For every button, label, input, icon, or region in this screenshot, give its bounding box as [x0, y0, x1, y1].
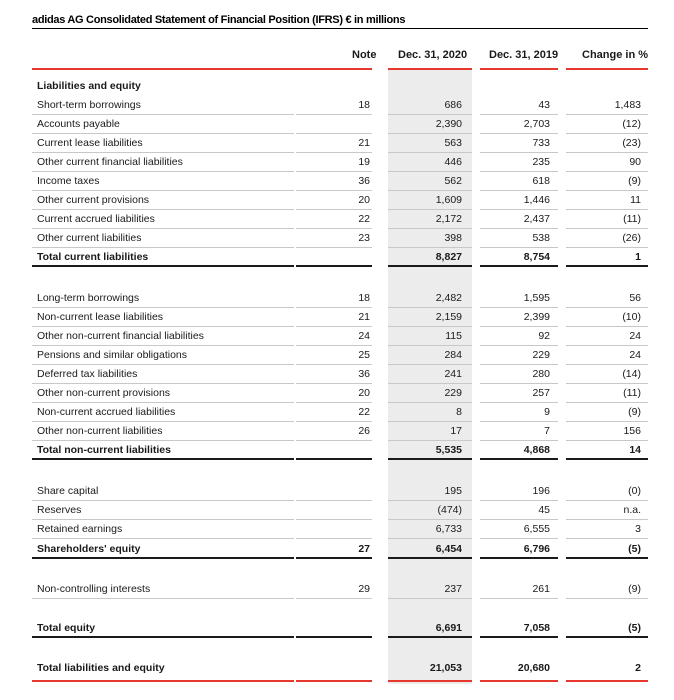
row-change: 24: [629, 349, 641, 361]
row-rule: [32, 538, 294, 539]
row-note: 21: [358, 137, 370, 149]
row-label: Other current financial liabilities: [37, 156, 183, 168]
row-label: Income taxes: [37, 175, 100, 187]
row-rule: [388, 538, 472, 539]
header-dec-2019: Dec. 31, 2019: [489, 49, 559, 61]
row-rule: [480, 458, 558, 460]
row-rule: [480, 538, 558, 539]
total-row: [0, 441, 674, 460]
table-row: [0, 229, 674, 248]
row-value-2020: 562: [444, 175, 462, 187]
row-label: Total liabilities and equity: [37, 662, 165, 674]
row-rule: [566, 538, 648, 539]
section-heading: [0, 77, 674, 96]
row-rule: [480, 598, 558, 599]
row-change: (5): [628, 543, 641, 555]
row-change: (0): [628, 485, 641, 497]
row-rule: [480, 636, 558, 638]
row-value-2019: 261: [532, 583, 550, 595]
table-row: [0, 422, 674, 441]
row-change: 1,483: [614, 99, 641, 111]
row-value-2020: 5,535: [435, 444, 462, 456]
row-label: Deferred tax liabilities: [37, 368, 138, 380]
total-row: [0, 659, 674, 678]
row-value-2020: 2,390: [435, 118, 462, 130]
row-rule: [388, 265, 472, 267]
row-value-2020: 8: [456, 406, 462, 418]
row-rule: [32, 598, 294, 599]
row-label: Non-current lease liabilities: [37, 311, 164, 323]
row-value-2020: 2,172: [435, 213, 462, 225]
total-row: [0, 540, 674, 559]
row-change: 156: [623, 425, 641, 437]
row-note: 25: [358, 349, 370, 361]
row-value-2019: 7: [544, 425, 550, 437]
row-value-2019: 235: [532, 156, 550, 168]
row-value-2019: 7,058: [523, 622, 550, 634]
row-change: 56: [629, 292, 641, 304]
row-change: 24: [629, 330, 641, 342]
row-change: (26): [622, 232, 641, 244]
row-label: Non-controlling interests: [37, 583, 151, 595]
row-label: Retained earnings: [37, 523, 123, 535]
row-rule: [32, 265, 294, 267]
row-label: Short-term borrowings: [37, 99, 141, 111]
row-rule: [566, 636, 648, 638]
row-value-2020: 686: [444, 99, 462, 111]
row-label: Other current liabilities: [37, 232, 142, 244]
row-value-2019: 2,437: [523, 213, 550, 225]
row-value-2020: 1,609: [435, 194, 462, 206]
row-value-2020: 6,691: [435, 622, 462, 634]
row-change: (5): [628, 622, 641, 634]
row-note: 36: [358, 175, 370, 187]
row-value-2019: 2,399: [523, 311, 550, 323]
row-value-2020: 446: [444, 156, 462, 168]
row-note: 20: [358, 387, 370, 399]
table-row: [0, 134, 674, 153]
row-rule: [566, 557, 648, 559]
row-value-2020: 284: [444, 349, 462, 361]
row-rule: [296, 265, 372, 267]
row-label: Current accrued liabilities: [37, 213, 155, 225]
table-row: [0, 308, 674, 327]
row-label: Other non-current provisions: [37, 387, 171, 399]
row-value-2019: 538: [532, 232, 550, 244]
row-value-2020: 229: [444, 387, 462, 399]
row-label: Other non-current liabilities: [37, 425, 163, 437]
table-row: [0, 520, 674, 539]
row-note: 18: [358, 292, 370, 304]
row-rule: [480, 265, 558, 267]
row-value-2019: 9: [544, 406, 550, 418]
row-value-2019: 257: [532, 387, 550, 399]
row-change: 2: [635, 662, 641, 674]
row-change: (11): [623, 213, 641, 225]
row-rule: [388, 598, 472, 599]
header-dec-2020: Dec. 31, 2020: [398, 49, 468, 61]
row-rule: [296, 458, 372, 460]
row-value-2019: 733: [532, 137, 550, 149]
table-row: [0, 289, 674, 308]
row-change: (12): [622, 118, 641, 130]
row-rule: [32, 680, 294, 682]
row-rule: [32, 636, 294, 638]
row-rule: [296, 538, 372, 539]
row-note: 18: [358, 99, 370, 111]
row-change: 14: [629, 444, 641, 456]
table-row: [0, 153, 674, 172]
row-label: Liabilities and equity: [37, 80, 141, 92]
row-rule: [388, 636, 472, 638]
row-value-2019: 196: [532, 485, 550, 497]
row-value-2019: 618: [532, 175, 550, 187]
row-label: Other current provisions: [37, 194, 150, 206]
row-rule: [296, 680, 372, 682]
row-change: (9): [628, 583, 641, 595]
row-change: (9): [628, 406, 641, 418]
row-note: 23: [358, 232, 370, 244]
row-change: 3: [635, 523, 641, 535]
row-rule: [296, 598, 372, 599]
row-rule: [388, 557, 472, 559]
row-change: 1: [635, 251, 641, 263]
row-label: Reserves: [37, 504, 82, 516]
table-row: [0, 96, 674, 115]
row-label: Total current liabilities: [37, 251, 149, 263]
row-value-2020: 237: [444, 583, 462, 595]
row-note: 24: [358, 330, 370, 342]
row-label: Total equity: [37, 622, 96, 634]
row-rule: [566, 265, 648, 267]
row-note: 20: [358, 194, 370, 206]
row-value-2019: 1,446: [523, 194, 550, 206]
table-row: [0, 501, 674, 520]
row-value-2020: 6,454: [435, 543, 462, 555]
table-row: [0, 580, 674, 599]
row-label: Long-term borrowings: [37, 292, 140, 304]
row-rule: [32, 557, 294, 559]
row-value-2020: 398: [444, 232, 462, 244]
row-label: Other non-current financial liabilities: [37, 330, 204, 342]
row-note: 26: [358, 425, 370, 437]
row-value-2020: 2,159: [435, 311, 462, 323]
row-value-2019: 1,595: [523, 292, 550, 304]
table-row: [0, 482, 674, 501]
table-row: [0, 365, 674, 384]
row-value-2020: 115: [445, 330, 462, 342]
row-value-2019: 45: [538, 504, 550, 516]
row-value-2020: (474): [437, 504, 462, 516]
row-label: Pensions and similar obligations: [37, 349, 187, 361]
total-row: [0, 248, 674, 267]
row-change: 11: [630, 194, 641, 206]
row-note: 27: [358, 543, 370, 555]
header-change: Change in %: [582, 49, 649, 61]
row-rule: [32, 458, 294, 460]
row-rule: [566, 680, 648, 682]
row-value-2020: 195: [444, 485, 462, 497]
page-title: adidas AG Consolidated Statement of Financial Position (IFRS) € in millions: [32, 14, 406, 26]
table-row: [0, 403, 674, 422]
row-value-2019: 92: [538, 330, 550, 342]
row-note: 21: [358, 311, 370, 323]
row-value-2020: 563: [444, 137, 462, 149]
row-rule: [480, 557, 558, 559]
row-label: Accounts payable: [37, 118, 120, 130]
row-label: Total non-current liabilities: [37, 444, 171, 456]
table-row: [0, 346, 674, 365]
row-value-2019: 43: [538, 99, 550, 111]
header-note: Note: [352, 49, 377, 61]
row-value-2019: 280: [532, 368, 550, 380]
row-value-2020: 2,482: [435, 292, 462, 304]
row-value-2020: 241: [444, 368, 462, 380]
row-change: (11): [623, 387, 641, 399]
row-value-2019: 229: [532, 349, 550, 361]
row-rule: [296, 636, 372, 638]
row-label: Share capital: [37, 485, 99, 497]
row-change: (14): [622, 368, 641, 380]
row-value-2019: 8,754: [523, 251, 550, 263]
row-label: Non-current accrued liabilities: [37, 406, 176, 418]
row-value-2020: 8,827: [435, 251, 462, 263]
row-rule: [566, 458, 648, 460]
row-note: 19: [358, 156, 370, 168]
row-value-2020: 17: [450, 425, 462, 437]
row-value-2019: 4,868: [523, 444, 550, 456]
table-row: [0, 384, 674, 403]
row-value-2019: 6,555: [523, 523, 550, 535]
row-value-2020: 6,733: [435, 523, 462, 535]
row-change: (9): [628, 175, 641, 187]
row-rule: [296, 557, 372, 559]
row-note: 22: [358, 213, 370, 225]
row-change: (10): [622, 311, 641, 323]
row-change: 90: [629, 156, 641, 168]
row-label: Current lease liabilities: [37, 137, 143, 149]
row-note: 29: [358, 583, 370, 595]
table-row: [0, 327, 674, 346]
row-value-2019: 20,680: [517, 662, 550, 674]
row-rule: [480, 680, 558, 682]
row-value-2020: 21,053: [429, 662, 462, 674]
row-label: Shareholders' equity: [37, 543, 141, 555]
row-change: n.a.: [623, 504, 641, 516]
row-note: 36: [358, 368, 370, 380]
row-rule: [388, 458, 472, 460]
total-row: [0, 619, 674, 638]
table-row: [0, 210, 674, 229]
row-value-2019: 6,796: [523, 543, 550, 555]
table-row: [0, 115, 674, 134]
row-change: (23): [622, 137, 641, 149]
row-rule: [566, 598, 648, 599]
row-rule: [388, 680, 472, 682]
row-note: 22: [358, 406, 370, 418]
row-value-2019: 2,703: [523, 118, 550, 130]
table-row: [0, 191, 674, 210]
table-row: [0, 172, 674, 191]
